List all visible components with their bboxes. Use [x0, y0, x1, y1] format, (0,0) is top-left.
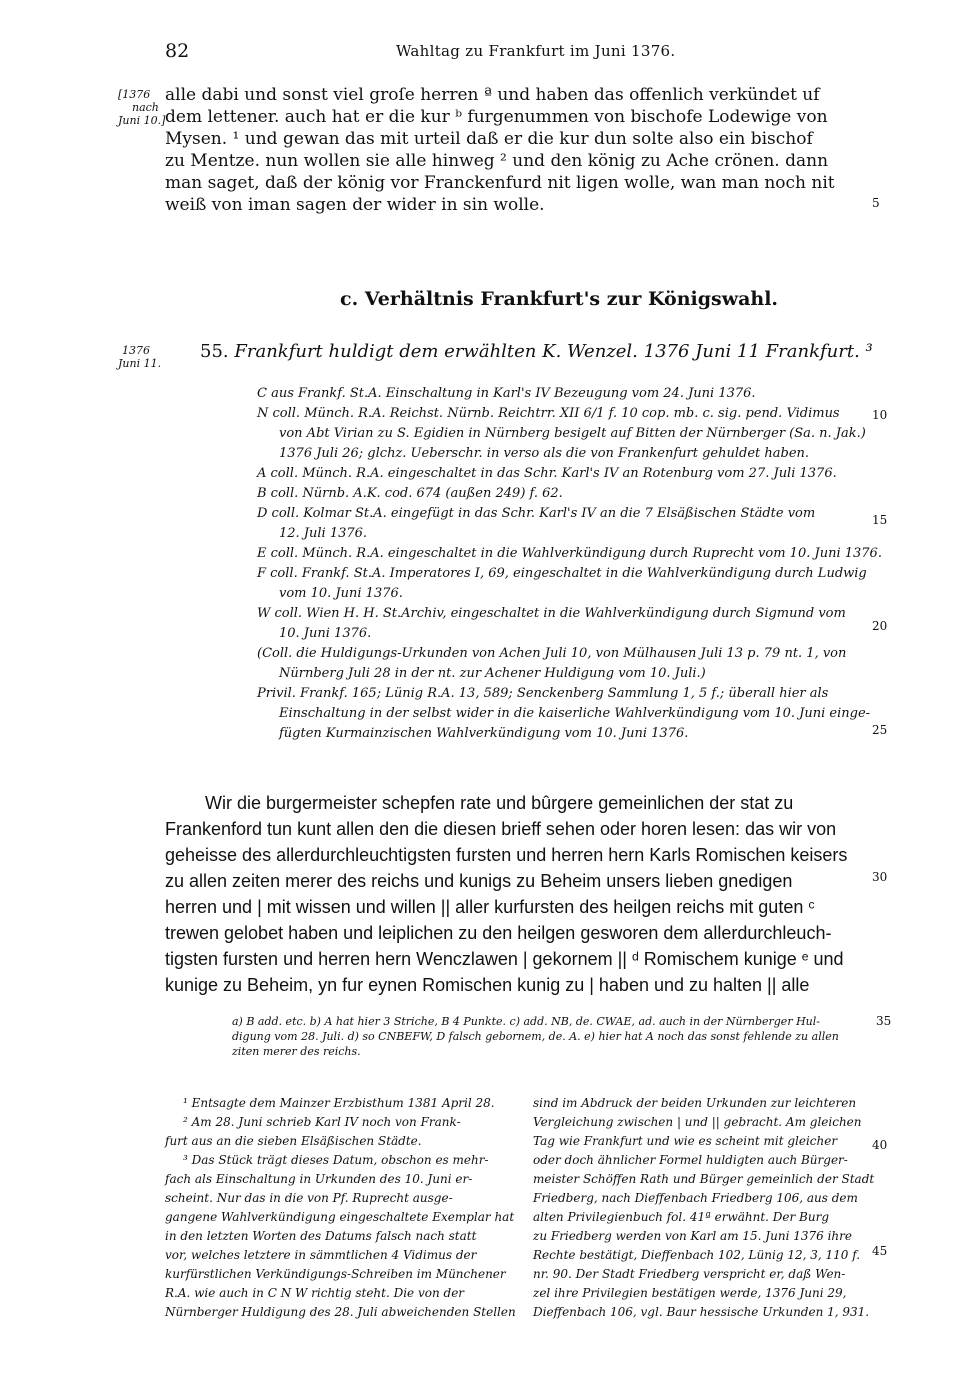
source-line: fügten Kurmainzischen Wahlverkündigung vom 10. Juni 1376.: [279, 726, 689, 741]
source-line: Privil. Frankf. 165; Lünig R.A. 13, 589; Senckenberg Sammlung 1, 5 f.; überall hier als: [257, 686, 829, 701]
line-number: 45: [872, 1244, 888, 1258]
footnotes-right-column: [533, 1094, 878, 1322]
footnote-line: fach als Einschaltung in Urkunden des 10. Juni er-: [165, 1172, 473, 1186]
source-line: C aus Frankf. St.A. Einschaltung in Karl's IV Bezeugung vom 24. Juni 1376.: [257, 386, 756, 401]
running-title: Wahltag zu Frankfurt im Juni 1376.: [396, 42, 676, 60]
source-line: Nürnberg Juli 28 in der nt. zur Achener Huldigung vom 10. Juli.): [279, 666, 706, 681]
footnote-line: ³ Das Stück trägt dieses Datum, obschon es mehr-: [183, 1153, 489, 1167]
document-heading: [200, 341, 873, 362]
footnote-line: furt aus an die sieben Elsäßischen Städte.: [165, 1134, 422, 1148]
footnote-line: Tag wie Frankfurt und wie es scheint mit gleicher: [533, 1134, 838, 1148]
source-line: 10. Juni 1376.: [279, 626, 372, 641]
note-line: a) B add. etc. b) A hat hier 3 Striche, B 4 Punkte. c) add. NB, de. CWAE, ad. auch in der Nürnberger Hul-: [232, 1015, 820, 1028]
source-line: D coll. Kolmar St.A. eingefügt in das Schr. Karl's IV an die 7 Elsäßischen Städte vom: [257, 506, 816, 521]
text-line: tigsten fursten und herren hern Wenczlawen | gekornem || ᵈ Romischem kunige ᵉ und: [165, 949, 844, 969]
footnote-line: alten Privilegienbuch fol. 41ª erwähnt. Der Burg: [533, 1210, 830, 1224]
source-line: B coll. Nürnb. A.K. cod. 674 (außen 249) f. 62.: [257, 486, 563, 501]
footnote-line: meister Schöffen Rath und Bürger gemeinlich der Stadt: [533, 1172, 875, 1186]
text-line: man saget, daß der könig vor Franckenfurd nit ligen wolle, wan man noch nit: [165, 173, 835, 193]
line-number: 40: [872, 1138, 888, 1152]
text-line: weiß von iman sagen der wider in sin wolle.: [165, 195, 545, 215]
note-line: ziten merer des reichs.: [232, 1045, 361, 1058]
line-number: 30: [872, 870, 888, 884]
footnote-line: ¹ Entsagte dem Mainzer Erzbisthum 1381 April 28.: [183, 1096, 495, 1110]
body-text-top: [165, 84, 865, 216]
source-line: (Coll. die Huldigungs-Urkunden von Achen Juli 10, von Mülhausen Juli 13 p. 79 nt. 1, von: [257, 646, 847, 661]
critical-notes: [232, 1014, 872, 1059]
footnote-line: oder doch ähnlicher Formel huldigten auch Bürger-: [533, 1153, 848, 1167]
footnote-line: Rechte bestätigt, Dieffenbach 102, Lünig 12, 3, 110 f.: [533, 1248, 861, 1262]
footnote-line: sind im Abdruck der beiden Urkunden zur leichteren: [533, 1096, 857, 1110]
footnote-line: nr. 90. Der Stadt Friedberg verspricht er, daß Wen-: [533, 1267, 846, 1281]
text-line: zu allen zeiten merer des reichs und kunigs zu Beheim unsers lieben gnedigen: [165, 871, 793, 891]
footnotes-left-column: [165, 1094, 515, 1322]
text-line: Wir die burgermeister schepfen rate und bûrgere gemeinlichen der stat zu: [205, 793, 794, 813]
footnote-line: gangene Wahlverkündigung eingeschaltete Exemplar hat: [165, 1210, 515, 1224]
footnote-line: Nürnberger Huldigung des 28. Juli abweichenden Stellen: [165, 1305, 516, 1319]
footnote-line: in den letzten Worten des Datums falsch nach statt: [165, 1229, 477, 1243]
source-line: vom 10. Juni 1376.: [279, 586, 403, 601]
source-line: N coll. Münch. R.A. Reichst. Nürnb. Reichtrr. XII 6/1 f. 10 cop. mb. c. sig. pend. Vidimus: [257, 406, 840, 421]
text-line: herren und | mit wissen und willen || aller kurfursten des heilgen reichs mit guten ᶜ: [165, 897, 815, 917]
text-line: dem lettener. auch hat er die kur ᵇ furgenummen von bischofe Lodewige von: [165, 107, 828, 127]
source-line: F coll. Frankf. St.A. Imperatores I, 69, eingeschaltet in die Wahlverkündigung durch Ludwig: [257, 566, 867, 581]
margin-date-line: nach: [132, 101, 159, 114]
text-line: geheisse des allerdurchleuchtigsten fursten und herren hern Karls Romischen keisers: [165, 845, 848, 865]
margin-date-top: [118, 88, 165, 127]
line-number: 25: [872, 723, 888, 737]
line-number: 10: [872, 408, 888, 422]
source-line: A coll. Münch. R.A. eingeschaltet in das Schr. Karl's IV an Rotenburg vom 27. Juli 1376.: [257, 466, 837, 481]
source-line: W coll. Wien H. H. St.Archiv, eingeschaltet in die Wahlverkündigung durch Sigmund vom: [257, 606, 846, 621]
text-line: zu Mentze. nun wollen sie alle hinweg ² und den könig zu Ache crönen. dann: [165, 151, 829, 171]
main-text: [165, 790, 875, 998]
footnote-line: ² Am 28. Juni schrieb Karl IV noch von Frank-: [183, 1115, 461, 1129]
text-line: trewen gelobet haben und leiplichen zu den heilgen gesworen dem allerdurchleuch-: [165, 923, 832, 943]
margin-date-document: [118, 344, 161, 370]
footnote-line: R.A. wie auch in C N W richtig steht. Die von der: [165, 1286, 465, 1300]
text-line: alle dabi und sonst viel groſe herren ª und haben das offenlich verkündet uf: [165, 85, 820, 105]
footnote-line: kurfürstlichen Verkündigungs-Schreiben im Münchener: [165, 1267, 506, 1281]
source-line: von Abt Virian zu S. Egidien in Nürnberg besigelt auf Bitten der Nürnberger (Sa. n. Jak.): [279, 426, 866, 441]
text-line: kunige zu Beheim, yn fur eynen Romischen kunig zu | haben und zu halten || alle: [165, 975, 810, 995]
page-number: 82: [165, 40, 190, 62]
line-number: 5: [872, 196, 880, 210]
footnote-line: Friedberg, nach Dieffenbach Friedberg 106, aus dem: [533, 1191, 858, 1205]
margin-date-line: [1376: [118, 88, 151, 101]
source-line: 1376 Juli 26; glchz. Ueberschr. in verso als die von Frankenfurt gehuldet haben.: [279, 446, 810, 461]
line-number: 15: [872, 513, 888, 527]
source-line: 12. Juli 1376.: [279, 526, 368, 541]
footnote-line: Vergleichung zwischen | und || gebracht. Am gleichen: [533, 1115, 862, 1129]
margin-date-line: Juni 11.: [118, 357, 162, 370]
line-number: 20: [872, 619, 888, 633]
footnote-line: scheint. Nur das in die von Pf. Ruprecht ausge-: [165, 1191, 453, 1205]
source-line: E coll. Münch. R.A. eingeschaltet in die Wahlverkündigung durch Ruprecht vom 10. Juni 1376.: [257, 546, 882, 561]
text-line: Mysen. ¹ und gewan das mit urteil daß er die kur dun solte also ein bischof: [165, 129, 813, 149]
margin-date-line: 1376: [122, 344, 150, 357]
source-line: Einschaltung in der selbst wider in die kaiserliche Wahlverkündigung vom 10. Juni einge-: [279, 706, 871, 721]
footnote-line: Dieffenbach 106, vgl. Baur hessische Urkunden 1, 931.: [533, 1305, 870, 1319]
section-title: c. Verhältnis Frankfurt's zur Königswahl.: [340, 288, 779, 310]
footnote-line: zu Friedberg werden von Karl am 15. Juni 1376 ihre: [533, 1229, 852, 1243]
document-title: Frankfurt huldigt dem erwählten K. Wenzel. 1376 Juni 11 Frankfurt. ³: [234, 341, 873, 362]
footnote-line: zel ihre Privilegien bestätigen werde, 1376 Juni 29,: [533, 1286, 847, 1300]
footnote-line: vor, welches letztere in sämmtlichen 4 Vidimus der: [165, 1248, 477, 1262]
note-line: digung vom 28. Juli. d) so CNBEFW, D falsch gebornem, de. A. e) hier hat A noch das sonst fehlende zu allen: [232, 1030, 839, 1043]
text-line: Frankenford tun kunt allen den die diesen brieff sehen oder horen lesen: das wir von: [165, 819, 837, 839]
document-number: 55.: [200, 341, 229, 362]
margin-date-line: Juni 10.]: [118, 114, 166, 127]
line-number: 35: [876, 1014, 892, 1028]
